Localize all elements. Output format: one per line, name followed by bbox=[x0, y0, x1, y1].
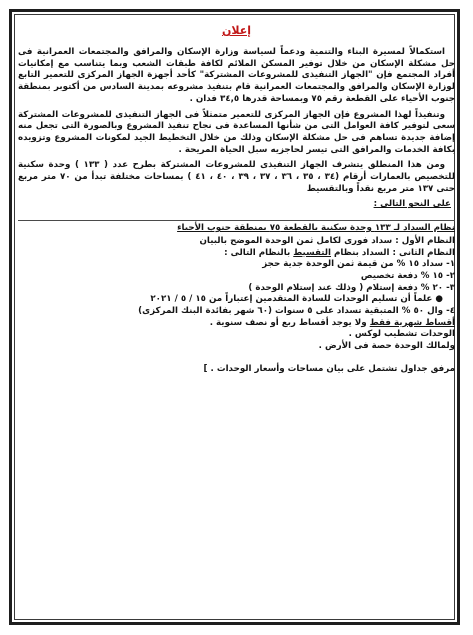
delivery-note-text: علماً أن تسليم الوحدات للسادة المتقدمين إعتباراً من ١٥ / ٥ / ٢٠٢١ bbox=[150, 294, 433, 305]
payment-system-2-installments: التقسيط bbox=[293, 247, 331, 258]
payment-item: ١- سداد ١٥ % من قيمة ثمن الوحدة جدية حجز bbox=[262, 259, 455, 270]
delivery-note bbox=[18, 294, 445, 306]
payment-item: ٣- ٢٠ % دفعة إستلام ( وذلك عند إستلام الوحدة ) bbox=[248, 282, 455, 293]
intro-paragraph: استكمالاً لمسيرة البناء والتنمية ودعماً لسياسة وزارة الإسكان والمرافق والمجتمعات العمرانية فى حل مشكلة الإسكان من خلال توفير المسكن الملائم لكافة طبقات الشعب وبما يتناسب مع إمكانيات أفراد المجتمع فإن "الجهاز التنفيذى للمشروعات المشتركة" كأحد أجهزة الجهاز المركزى للتعمير التابع لوزارة الإسكان والمرافق والمجتمعات العمرانية قام بتنفيذ مشروعه بمدينة السادس من أكتوبر بمنطقة جنوب الأحياء على القطعة رقم ٧٥ وبمساحة قدرها ٣٤,٥ فدان . bbox=[18, 47, 455, 104]
attachment-text: مرفق جداول تشتمل على بيان مساحات وأسعار الوحدات . bbox=[210, 363, 455, 374]
attachment-note bbox=[18, 364, 455, 376]
following-label: على النحو التالى : bbox=[373, 199, 451, 210]
monthly-only: أقساط شهرية فقط bbox=[369, 317, 455, 328]
bullet-icon: ● bbox=[435, 294, 443, 305]
monthly-installments bbox=[18, 318, 455, 330]
payment-system-2-suffix: بالنظام التالى : bbox=[224, 247, 294, 258]
payment-heading: نظام السداد لـ ١٣٣ وحدة سكنية بالقطعة ٧٥ بمنطقة جنوب الأحياء bbox=[177, 223, 455, 234]
payment-system-2-prefix: النظام الثانى : السداد بنظام bbox=[330, 247, 455, 258]
payment-system-2 bbox=[18, 248, 455, 260]
payment-system-1: النظام الأول : سداد فورى لكامل ثمن الوحدة الموضح بالبيان bbox=[199, 235, 455, 246]
monthly-rest: ولا يوجد أقساط ربع أو نصف سنوية . bbox=[209, 317, 370, 328]
divider bbox=[18, 220, 455, 221]
project-paragraph: وتنفيذاً لهذا المشروع فإن الجهاز المركزى للتعمير متمثلاً فى الجهاز التنفيذى للمشروعات المشتركة سعى لتوفير كافة العوامل التى من شأنها المساعدة فى نجاح تنفيذ المشروع وبالصورة التى تجعل منه إضافة جديدة تساهم فى حل مشكلة الإسكان وذلك من خلال التخطيط الجيد لمكونات المشروع وتزويده بكافة الخدمات والمرافق التى تيسر لحاجزيه سبل الحياة المريحة . bbox=[18, 109, 455, 155]
payment-item: ٢- ١٥ % دفعة تخصيص bbox=[360, 270, 455, 281]
offer-paragraph: ومن هذا المنطلق يتشرف الجهاز التنفيذى للمشروعات المشتركة بطرح عدد ( ١٣٣ ) وحدة سكنية للتخصيص بالعمارات أرقام (٣٤ ، ٣٥ ، ٣٦ ، ٣٧ ، ٣٩ ، ٤٠ ، ٤١ ) بمساحات مختلفة تبدأ من ٧٠ متر مربع حتى ١٣٧ متر مربع نقداً وبالتقسيط bbox=[18, 160, 455, 194]
bracket-mark: ] bbox=[203, 363, 208, 374]
land-share-note: ولمالك الوحدة حصة فى الأرض . bbox=[318, 341, 455, 352]
payment-item: ٤- وال ٥٠ % المتبقية تسداد على ٥ سنوات (٦٠ شهر بفائدة البنك المركزى) bbox=[138, 306, 455, 317]
document-body bbox=[18, 24, 455, 376]
announcement-title: إعلان bbox=[221, 24, 252, 37]
finish-note: الوحدات تشطيب لوكس . bbox=[348, 329, 455, 340]
